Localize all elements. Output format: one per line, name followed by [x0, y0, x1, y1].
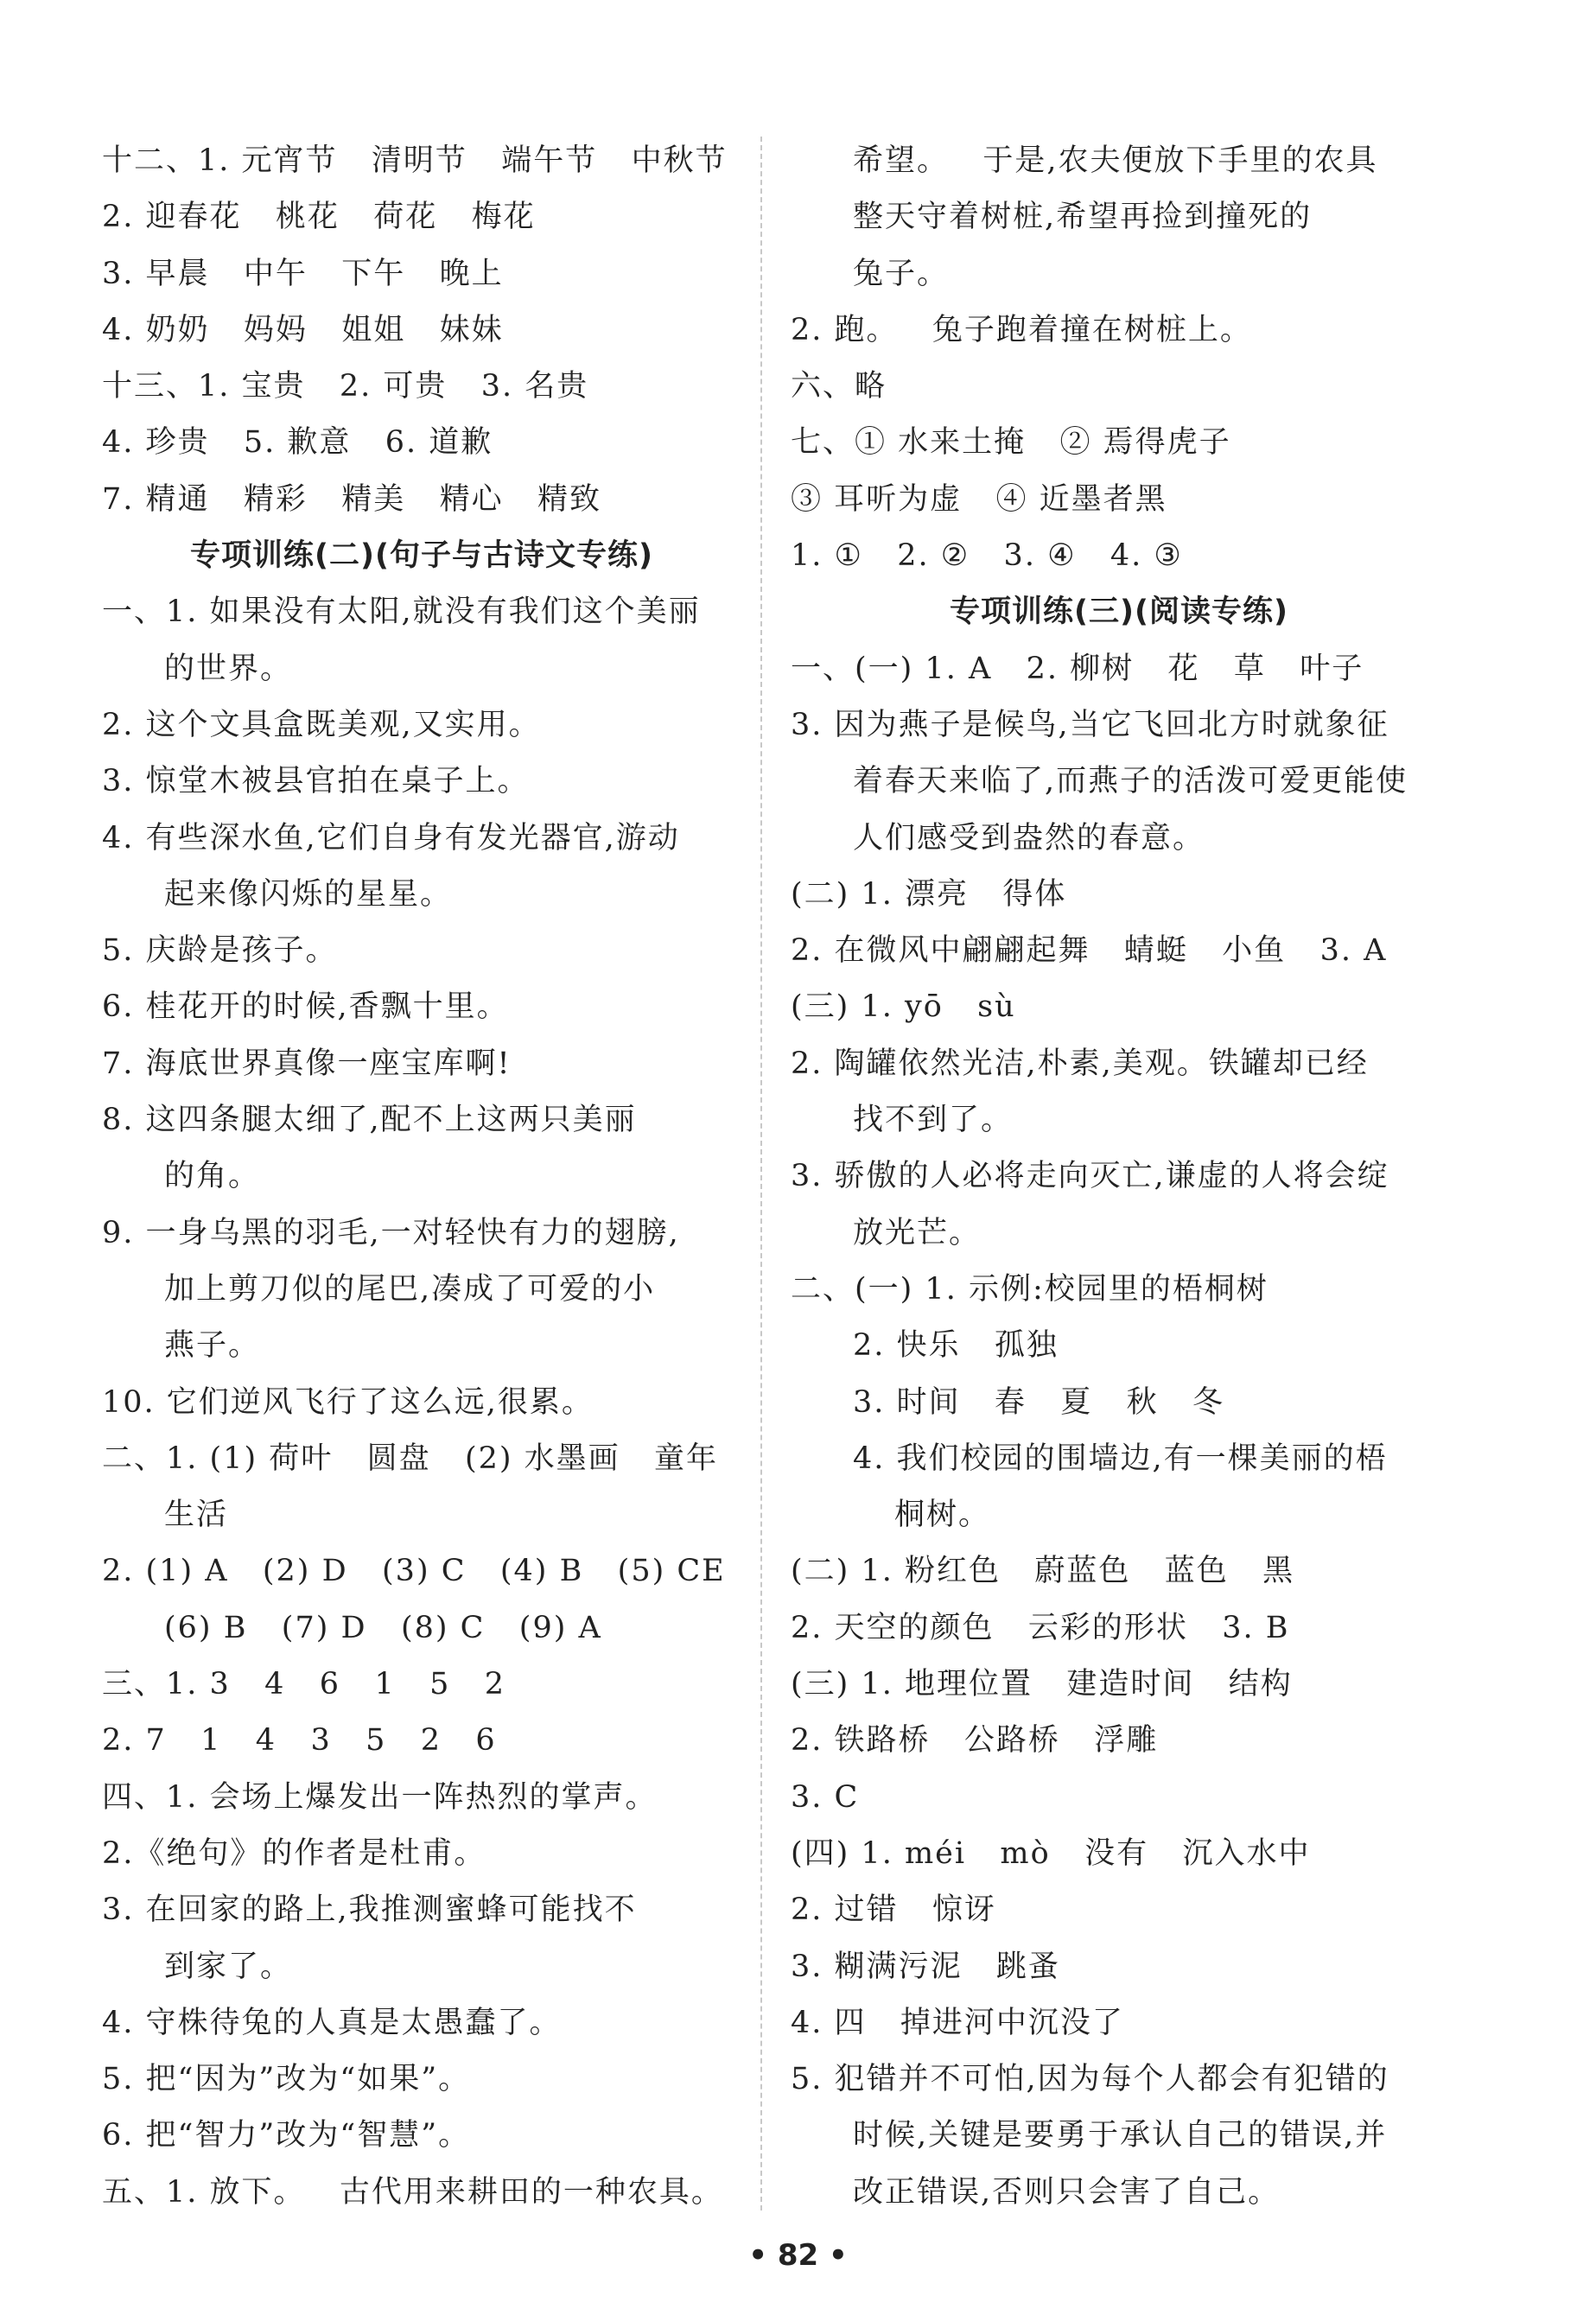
answer-line: 6. 桂花开的时候,香飘十里。	[102, 989, 509, 1025]
section-heading: 专项训练(三)(阅读专练)	[950, 595, 1288, 630]
answer-line: 希望。 于是,农夫便放下手里的农具	[853, 143, 1378, 178]
answer-line: 时候,关键是要勇于承认自己的错误,并	[853, 2118, 1388, 2153]
answer-line: 4. 珍贵 5. 歉意 6. 道歉	[102, 425, 493, 461]
answer-line: 人们感受到盎然的春意。	[853, 820, 1205, 856]
answer-line: 十三、1. 宝贵 2. 可贵 3. 名贵	[102, 369, 589, 404]
answer-line: 2. 陶罐依然光洁,朴素,美观。铁罐却已经	[791, 1046, 1369, 1081]
right-column	[791, 133, 1447, 2221]
answer-line: 4. 我们校园的围墙边,有一棵美丽的梧	[853, 1441, 1388, 1476]
answer-line: 加上剪刀似的尾巴,凑成了可爱的小	[164, 1271, 656, 1307]
answer-line: 3. 时间 春 夏 秋 冬	[853, 1384, 1225, 1420]
answer-line: 2. 7 1 4 3 5 2 6	[102, 1723, 497, 1759]
answer-line: 六、略	[791, 369, 887, 404]
answer-line: 2.《绝句》的作者是杜甫。	[102, 1835, 486, 1871]
answer-line: 2. 迎春花 桃花 荷花 梅花	[102, 200, 536, 235]
answer-line: 7. 精通 精彩 精美 精心 精致	[102, 481, 602, 517]
answer-line: 五、1. 放下。 古代用来耕田的一种农具。	[102, 2174, 723, 2210]
answer-line: 8. 这四条腿太细了,配不上这两只美丽	[102, 1103, 637, 1138]
answer-line: 5. 庆龄是孩子。	[102, 933, 338, 969]
answer-line: (6) B (7) D (8) C (9) A	[164, 1610, 602, 1645]
answer-line: 3. 早晨 中午 下午 晚上	[102, 256, 504, 291]
answer-line: 4. 奶奶 妈妈 姐姐 妹妹	[102, 312, 504, 347]
answer-line: 3. C	[791, 1779, 860, 1815]
answer-line: 3. 因为燕子是候鸟,当它飞回北方时就象征	[791, 707, 1389, 742]
answer-line: 一、(一) 1. A 2. 柳树 花 草 叶子	[791, 651, 1364, 686]
section-heading: 专项训练(二)(句子与古诗文专练)	[190, 538, 653, 574]
answer-line: 3. 骄傲的人必将走向灭亡,谦虚的人将会绽	[791, 1159, 1389, 1194]
answer-line: 4. 四 掉进河中沉没了	[791, 2005, 1124, 2040]
left-column	[102, 133, 741, 2221]
answer-line: 2. 过错 惊讶	[791, 1892, 996, 1928]
answer-line: (三) 1. yō sù	[791, 989, 1016, 1025]
answer-line: 5. 犯错并不可怕,因为每个人都会有犯错的	[791, 2062, 1389, 2097]
answer-line: 2. 天空的颜色 云彩的形状 3. B	[791, 1610, 1290, 1645]
answer-line: 2. 铁路桥 公路桥 浮雕	[791, 1723, 1159, 1759]
answer-line: (二) 1. 粉红色 蔚蓝色 蓝色 黑	[791, 1554, 1295, 1589]
answer-line: 2. 跑。 兔子跑着撞在树桩上。	[791, 312, 1252, 347]
answer-line: 3. 在回家的路上,我推测蜜蜂可能找不	[102, 1892, 637, 1928]
answer-line: 桐树。	[894, 1498, 991, 1533]
answer-line: 4. 有些深水鱼,它们自身有发光器官,游动	[102, 820, 680, 856]
answer-line: 2. 这个文具盒既美观,又实用。	[102, 707, 541, 742]
answer-line: 二、1. (1) 荷叶 圆盘 (2) 水墨画 童年	[102, 1441, 719, 1476]
answer-line: 生活	[164, 1498, 229, 1533]
answer-line: 的世界。	[164, 651, 293, 686]
answer-line: 9. 一身乌黑的羽毛,一对轻快有力的翅膀,	[102, 1215, 680, 1250]
answer-line: 七、① 水来土掩 ② 焉得虎子	[791, 425, 1231, 461]
answer-line: (三) 1. 地理位置 建造时间 结构	[791, 1667, 1293, 1702]
column-divider	[760, 137, 762, 2210]
answer-line: 6. 把“智力”改为“智慧”。	[102, 2118, 471, 2153]
answer-line: 2. 快乐 孤独	[853, 1328, 1059, 1364]
answer-line: 二、(一) 1. 示例:校园里的梧桐树	[791, 1271, 1269, 1307]
answer-line: 2. (1) A (2) D (3) C (4) B (5) CE	[102, 1554, 726, 1589]
answer-line: 起来像闪烁的星星。	[164, 876, 453, 912]
answer-line: 4. 守株待兔的人真是太愚蠢了。	[102, 2005, 562, 2040]
answer-line: (二) 1. 漂亮 得体	[791, 876, 1067, 912]
answer-line: 十二、1. 元宵节 清明节 端午节 中秋节	[102, 143, 728, 178]
answer-line: 一、1. 如果没有太阳,就没有我们这个美丽	[102, 595, 701, 630]
answer-line: 3. 糊满污泥 跳蚤	[791, 1949, 1060, 1984]
answer-line: 四、1. 会场上爆发出一阵热烈的掌声。	[102, 1779, 658, 1815]
answer-line: 3. 惊堂木被县官拍在桌子上。	[102, 764, 530, 799]
answer-line: ③ 耳听为虚 ④ 近墨者黑	[791, 481, 1167, 517]
answer-line: (四) 1. méi mò 没有 沉入水中	[791, 1835, 1311, 1871]
answer-line: 燕子。	[164, 1328, 261, 1364]
answer-line: 改正错误,否则只会害了自己。	[853, 2174, 1281, 2210]
answer-line: 5. 把“因为”改为“如果”。	[102, 2062, 471, 2097]
answer-line: 7. 海底世界真像一座宝库啊!	[102, 1046, 512, 1081]
answer-line: 整天守着树桩,希望再捡到撞死的	[853, 200, 1313, 235]
answer-line: 的角。	[164, 1159, 261, 1194]
answer-line: 找不到了。	[853, 1103, 1014, 1138]
answer-line: 1. ① 2. ② 3. ④ 4. ③	[791, 538, 1183, 574]
page-number: • 82 •	[748, 2238, 848, 2273]
answer-line: 2. 在微风中翩翩起舞 蜻蜓 小鱼 3. A	[791, 933, 1388, 969]
answer-line: 兔子。	[853, 256, 950, 291]
answer-line: 着春天来临了,而燕子的活泼可爱更能使	[853, 764, 1408, 799]
answer-line: 10. 它们逆风飞行了这么远,很累。	[102, 1384, 594, 1420]
answer-line: 放光芒。	[853, 1215, 982, 1250]
answer-line: 到家了。	[164, 1949, 293, 1984]
answer-line: 三、1. 3 4 6 1 5 2	[102, 1667, 506, 1702]
